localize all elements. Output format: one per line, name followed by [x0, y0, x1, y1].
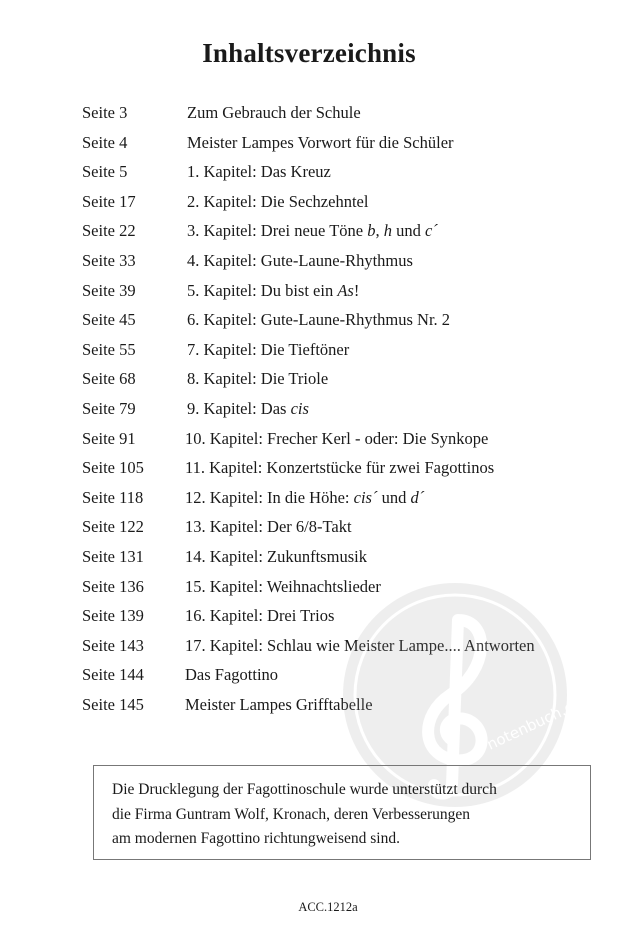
toc-entry — [82, 339, 602, 369]
toc-entry-title: 4. Kapitel: Gute-Laune-Rhythmus — [187, 250, 413, 270]
toc-entry — [82, 546, 602, 576]
toc-page-number: Seite 39 — [82, 280, 136, 300]
notice-line: Die Drucklegung der Fagottinoschule wurde unterstützt durch — [112, 781, 497, 798]
toc-entry-title: Meister Lampes Vorwort für die Schüler — [187, 132, 454, 152]
toc-entry — [82, 368, 602, 398]
toc-page-number: Seite 17 — [82, 191, 136, 211]
toc-entry-title: 16. Kapitel: Drei Trios — [185, 606, 335, 626]
toc-entry-title: 11. Kapitel: Konzertstücke für zwei Fagottinos — [185, 458, 495, 478]
toc-page-number: Seite 131 — [82, 546, 144, 566]
toc-page-number: Seite 3 — [82, 103, 128, 122]
toc-page-number: Seite 55 — [82, 339, 136, 359]
toc-entry-title: 7. Kapitel: Die Tieftöner — [187, 339, 350, 359]
toc-entry-title: 6. Kapitel: Gute-Laune-Rhythmus Nr. 2 — [187, 310, 451, 330]
toc-entry — [82, 250, 602, 280]
toc-page-number: Seite 45 — [82, 310, 136, 330]
toc-page-number: Seite 5 — [82, 162, 128, 182]
toc-entry-title: 10. Kapitel: Frecher Kerl - oder: Die Synkope — [185, 428, 489, 448]
toc-page-number: Seite 22 — [82, 221, 136, 241]
toc-entry-title: 15. Kapitel: Weihnachtslieder — [185, 576, 381, 596]
toc-entry-title: 5. Kapitel: Du bist ein As! — [187, 280, 360, 300]
toc-page-number: Seite 118 — [82, 487, 144, 507]
toc-entry-title: 1. Kapitel: Das Kreuz — [187, 162, 331, 182]
notice-line: die Firma Guntram Wolf, Kronach, deren Verbesserungen — [112, 805, 471, 823]
toc-entry — [82, 102, 602, 132]
toc-entry — [82, 132, 602, 162]
toc-page-number: Seite 91 — [82, 428, 136, 448]
toc-page-number: Seite 33 — [82, 250, 136, 270]
table-of-contents — [82, 102, 602, 723]
toc-page-number: Seite 105 — [82, 458, 144, 478]
toc-page-number: Seite 143 — [82, 635, 144, 655]
toc-page-number: Seite 68 — [82, 369, 136, 389]
toc-entry-title: 13. Kapitel: Der 6/8-Takt — [185, 517, 352, 537]
toc-entry-title: 3. Kapitel: Drei neue Töne b, h und c´ — [187, 221, 438, 241]
watermark-text: notenbuch.de — [484, 693, 586, 754]
toc-page-number: Seite 122 — [82, 517, 144, 537]
toc-entry-title: 12. Kapitel: In die Höhe: cis´ und d´ — [185, 487, 425, 507]
notice-line: am modernen Fagottino richtungweisend sind. — [112, 830, 400, 847]
toc-entry — [82, 487, 602, 517]
toc-page-number: Seite 144 — [82, 665, 144, 685]
toc-entry — [82, 220, 602, 250]
toc-entry-title: 2. Kapitel: Die Sechzehntel — [187, 191, 369, 211]
sponsor-notice-box — [93, 765, 591, 860]
toc-entry-title: Meister Lampes Grifftabelle — [185, 694, 373, 714]
toc-page-number: Seite 145 — [82, 694, 144, 714]
toc-entry — [82, 516, 602, 546]
toc-entry-title: 9. Kapitel: Das cis — [187, 398, 309, 418]
toc-entry — [82, 191, 602, 221]
page-title: Inhaltsverzeichnis — [202, 38, 416, 68]
toc-page-number: Seite 136 — [82, 576, 144, 596]
toc-entry-title: 14. Kapitel: Zukunftsmusik — [185, 546, 367, 566]
toc-entry — [82, 664, 602, 694]
toc-entry — [82, 309, 602, 339]
toc-entry-title: Das Fagottino — [185, 665, 279, 685]
toc-entry — [82, 694, 602, 724]
toc-entry — [82, 605, 602, 635]
toc-entry-title: Zum Gebrauch der Schule — [187, 103, 361, 122]
toc-entry — [82, 457, 602, 487]
toc-page-number: Seite 139 — [82, 606, 144, 626]
toc-entry-title: 17. Kapitel: Schlau wie Meister Lampe.... Antworten — [185, 635, 535, 655]
toc-entry — [82, 428, 602, 458]
toc-entry — [82, 280, 602, 310]
toc-entry — [82, 635, 602, 665]
toc-page-number: Seite 79 — [82, 398, 136, 418]
toc-entry-title: 8. Kapitel: Die Triole — [187, 369, 329, 389]
toc-page-number: Seite 4 — [82, 132, 128, 152]
catalog-number: ACC.1212a — [298, 900, 358, 914]
toc-entry — [82, 161, 602, 191]
toc-entry — [82, 398, 602, 428]
toc-entry — [82, 576, 602, 606]
